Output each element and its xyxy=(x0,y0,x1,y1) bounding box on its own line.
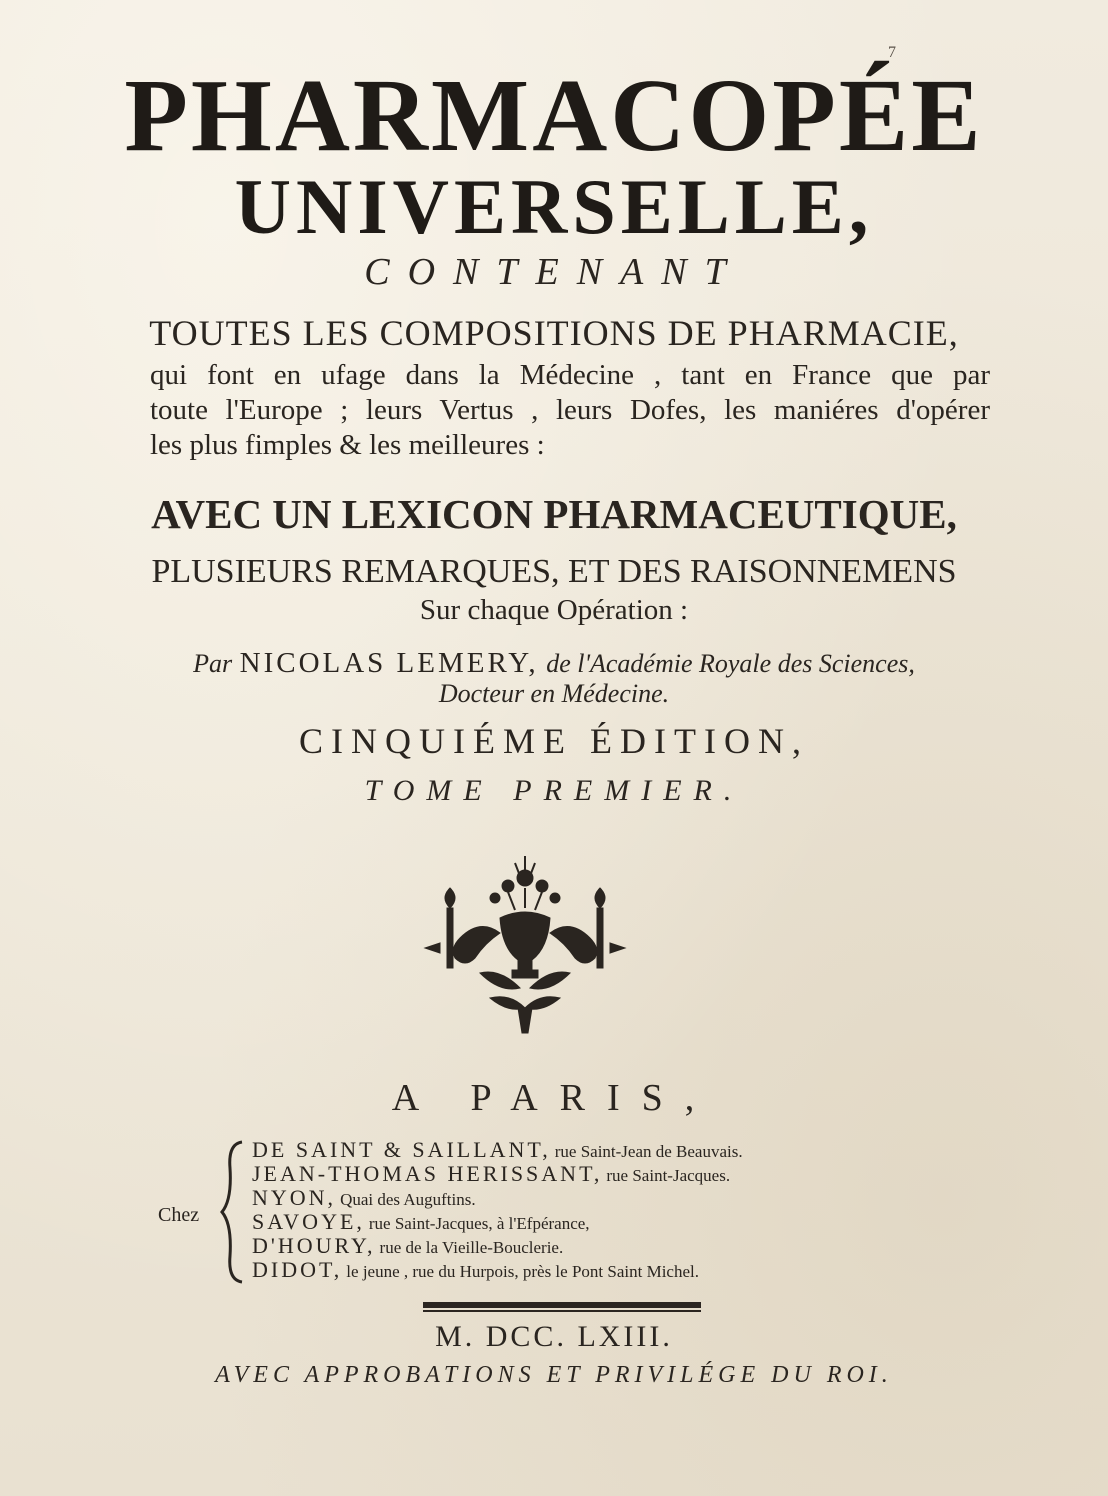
year-line: M. DCC. LXIII. xyxy=(435,1320,673,1353)
author-name: NICOLAS LEMERY, xyxy=(239,647,539,679)
printers-ornament-icon xyxy=(420,848,630,1038)
seller-name: DE SAINT & SAILLANT, xyxy=(252,1137,551,1162)
author-degree: Docteur en Médecine. xyxy=(438,679,670,708)
divider-rule-thin xyxy=(423,1310,701,1312)
description-paragraph xyxy=(150,358,990,463)
seller-row xyxy=(252,1186,932,1210)
seller-address: rue Saint-Jacques, à l'Efpérance, xyxy=(368,1214,590,1233)
seller-row xyxy=(252,1258,932,1282)
chez-label: Chez xyxy=(158,1204,200,1226)
seller-address: rue Saint-Jacques. xyxy=(606,1166,731,1185)
seller-address: rue de la Vieille-Bouclerie. xyxy=(379,1238,564,1257)
edition-line: CINQUIÉME ÉDITION, xyxy=(299,721,809,761)
seller-name: NYON, xyxy=(252,1185,337,1210)
curly-brace-icon xyxy=(218,1138,248,1286)
place-line: A PARIS, xyxy=(391,1077,717,1119)
description-line-3: les plus fimples & les meilleures : xyxy=(150,429,545,461)
title-line-1: PHARMACOPÉE xyxy=(124,58,984,173)
seller-address: le jeune , rue du Hurpois, près le Pont Saint Michel. xyxy=(346,1262,699,1281)
seller-name: DIDOT, xyxy=(252,1257,343,1282)
author-affiliation: de l'Académie Royale des Sciences, xyxy=(546,649,915,678)
seller-name: SAVOYE, xyxy=(252,1209,365,1234)
seller-row xyxy=(252,1138,932,1162)
title-line-2: UNIVERSELLE, xyxy=(234,163,874,250)
contenant-label: CONTENANT xyxy=(364,251,744,293)
description-line-1: qui font en ufage dans la Médecine , tant en France que par xyxy=(150,359,990,391)
tome-line: TOME PREMIER. xyxy=(364,774,744,807)
seller-address: rue Saint-Jean de Beauvais. xyxy=(554,1142,743,1161)
page-number: 7 xyxy=(888,44,896,61)
subtitle-compositions: TOUTES LES COMPOSITIONS DE PHARMACIE, xyxy=(149,313,959,353)
operation-line: Sur chaque Opération : xyxy=(419,594,689,626)
author-par: Par xyxy=(193,649,233,678)
seller-name: JEAN-THOMAS HERISSANT, xyxy=(252,1161,603,1186)
seller-row xyxy=(252,1210,932,1234)
approbation-line: AVEC APPROBATIONS ET PRIVILÉGE DU ROI. xyxy=(215,1362,893,1388)
seller-row xyxy=(252,1162,932,1186)
lexicon-line: AVEC UN LEXICON PHARMACEUTIQUE, xyxy=(151,491,957,537)
divider-rule xyxy=(423,1302,701,1308)
seller-address: Quai des Auguftins. xyxy=(340,1190,476,1209)
remarques-line: PLUSIEURS REMARQUES, ET DES RAISONNEMENS xyxy=(151,553,957,590)
sellers-list xyxy=(252,1138,932,1282)
seller-row xyxy=(252,1234,932,1258)
author-line xyxy=(0,646,1108,680)
seller-name: D'HOURY, xyxy=(252,1233,376,1258)
description-line-2: toute l'Europe ; leurs Vertus , leurs Dofes, les maniéres d'opérer xyxy=(150,394,990,426)
